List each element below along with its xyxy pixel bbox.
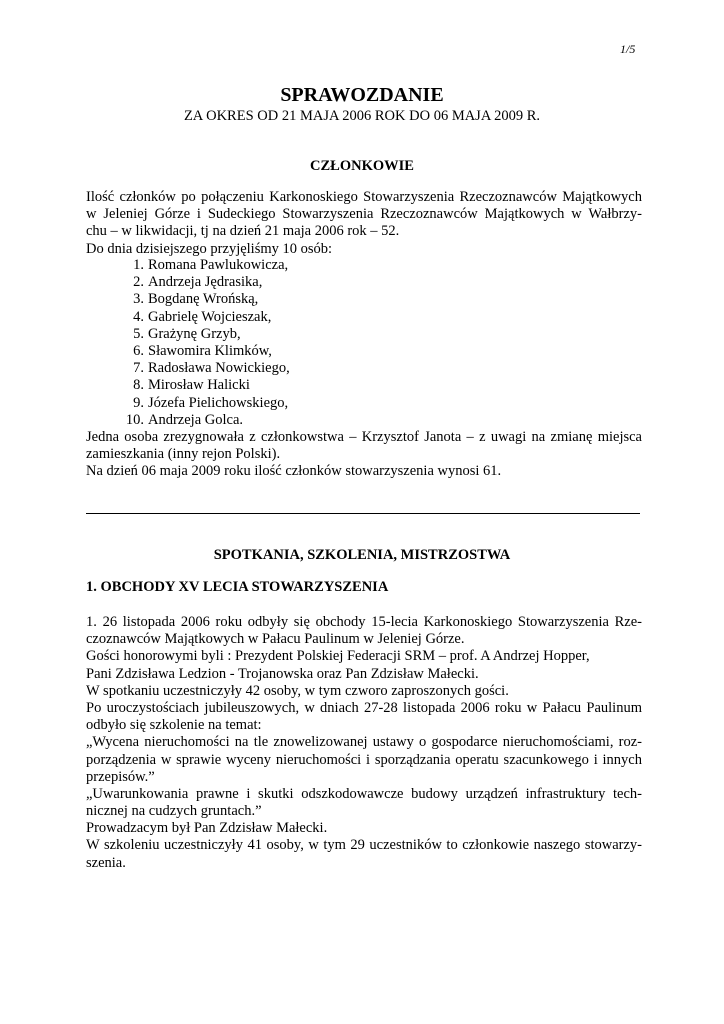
list-item [110,360,410,377]
paragraph-line: nicznej na cudzych gruntach.” [86,803,262,820]
paragraph-line: „Uwarunkowania prawne i skutki odszkodowawcze budowy urządzeń infrastruktury tech- [86,785,642,802]
list-item-number: 8. [133,377,144,394]
paragraph-line: chu – w likwidacji, tj na dzień 21 maja 2006 rok – 52. [86,223,400,240]
list-item [110,257,410,274]
list-item [110,326,410,343]
paragraph-line: porządzenia w sprawie wyceny nieruchomości i sporządzania operatu szacunkowego i innych [86,751,642,768]
paragraph-line: odbyło się szkolenie na temat: [86,717,262,734]
list-item [110,291,410,308]
paragraph-line: czoznawców Majątkowych w Pałacu Paulinum w Jeleniej Górze. [86,631,465,648]
paragraph-line: szenia. [86,854,126,871]
new-members-list [110,257,410,429]
list-item-number: 3. [133,291,144,308]
list-item-name: Radosława Nowickiego, [148,360,290,377]
list-item-name: Bogdanę Wrońską, [148,291,259,308]
list-item-number: 1. [133,257,144,273]
members-summary [86,429,642,481]
paragraph-line: Jedna osoba zrezygnowała z członkowstwa – Krzysztof Janota – z uwagi na zmianę miejsca [86,429,642,445]
members-intro [86,189,642,258]
paragraph-line: zamieszkania (inny rejon Polski). [86,446,281,463]
list-item-name: Józefa Pielichowskiego, [148,394,289,411]
paragraph-line: „Wycena nieruchomości na tle znowelizowanej ustawy o gospodarce nieruchomościami, roz- [86,734,642,751]
anniversary-text [86,614,642,872]
paragraph-line: W spotkaniu uczestniczyły 42 osoby, w tym czworo zaproszonych gości. [86,682,509,699]
paragraph-line: Ilość członków po połączeniu Karkonoskiego Stowarzyszenia Rzeczoznawców Majątkowych [86,189,642,205]
paragraph-line: Prowadzacym był Pan Zdzisław Małecki. [86,820,328,837]
list-item [110,274,410,291]
list-item [110,412,410,429]
list-item-number: 9. [133,394,144,411]
list-item-name: Andrzeja Jędrasika, [148,274,263,291]
list-item [110,343,410,360]
list-item-name: Romana Pawlukowicza, [148,257,289,273]
list-item [110,377,410,394]
paragraph-line: Do dnia dzisiejszego przyjęliśmy 10 osób: [86,240,333,257]
paragraph-line: Pani Zdzisława Ledzion - Trojanowska oraz Pan Zdzisław Małecki. [86,665,479,682]
paragraph-line: przepisów.” [86,768,155,785]
list-item-name: Gabrielę Wojcieszak, [148,308,272,325]
paragraph-line: Na dzień 06 maja 2009 roku ilość członków stowarzyszenia wynosi 61. [86,463,502,480]
anniversary-heading: 1. OBCHODY XV LECIA STOWARZYSZENIA [86,579,389,595]
list-item-name: Mirosław Halicki [148,377,250,394]
meetings-heading: SPOTKANIA, SZKOLENIA, MISTRZOSTWA [213,547,511,563]
document-title: SPRAWOZDANIE [280,84,444,106]
document-subtitle: ZA OKRES OD 21 MAJA 2006 ROK DO 06 MAJA 2009 R. [183,108,541,124]
list-item-number: 5. [133,325,144,342]
list-item-name: Andrzeja Golca. [148,411,244,428]
section-divider [86,513,640,514]
paragraph-line: Gości honorowymi byli : Prezydent Polskiej Federacji SRM – prof. A Andrzej Hopper, [86,648,590,665]
list-item-number: 4. [133,308,144,325]
paragraph-line: W szkoleniu uczestniczyły 41 osoby, w tym 29 uczestników to członkowie naszego stowarzy- [86,837,642,854]
paragraph-line: w Jeleniej Górze i Sudeckiego Stowarzyszenia Rzeczoznawców Majątkowych w Wałbrzy- [86,206,642,223]
list-item-name: Sławomira Klimków, [148,342,272,359]
list-item [110,395,410,412]
list-item [110,309,410,326]
list-item-number: 7. [133,360,144,377]
page-number: 1/5 [620,42,636,56]
list-item-number: 2. [133,274,144,291]
members-heading: CZŁONKOWIE [310,158,414,174]
list-item-number: 10. [125,411,144,428]
paragraph-line: 1. 26 listopada 2006 roku odbyły się obchody 15-lecia Karkonoskiego Stowarzyszenia Rze- [86,614,642,630]
list-item-number: 6. [133,342,144,359]
list-item-name: Grażynę Grzyb, [148,325,241,342]
paragraph-line: Po uroczystościach jubileuszowych, w dniach 27-28 listopada 2006 roku w Pałacu Paulinum [86,699,642,716]
